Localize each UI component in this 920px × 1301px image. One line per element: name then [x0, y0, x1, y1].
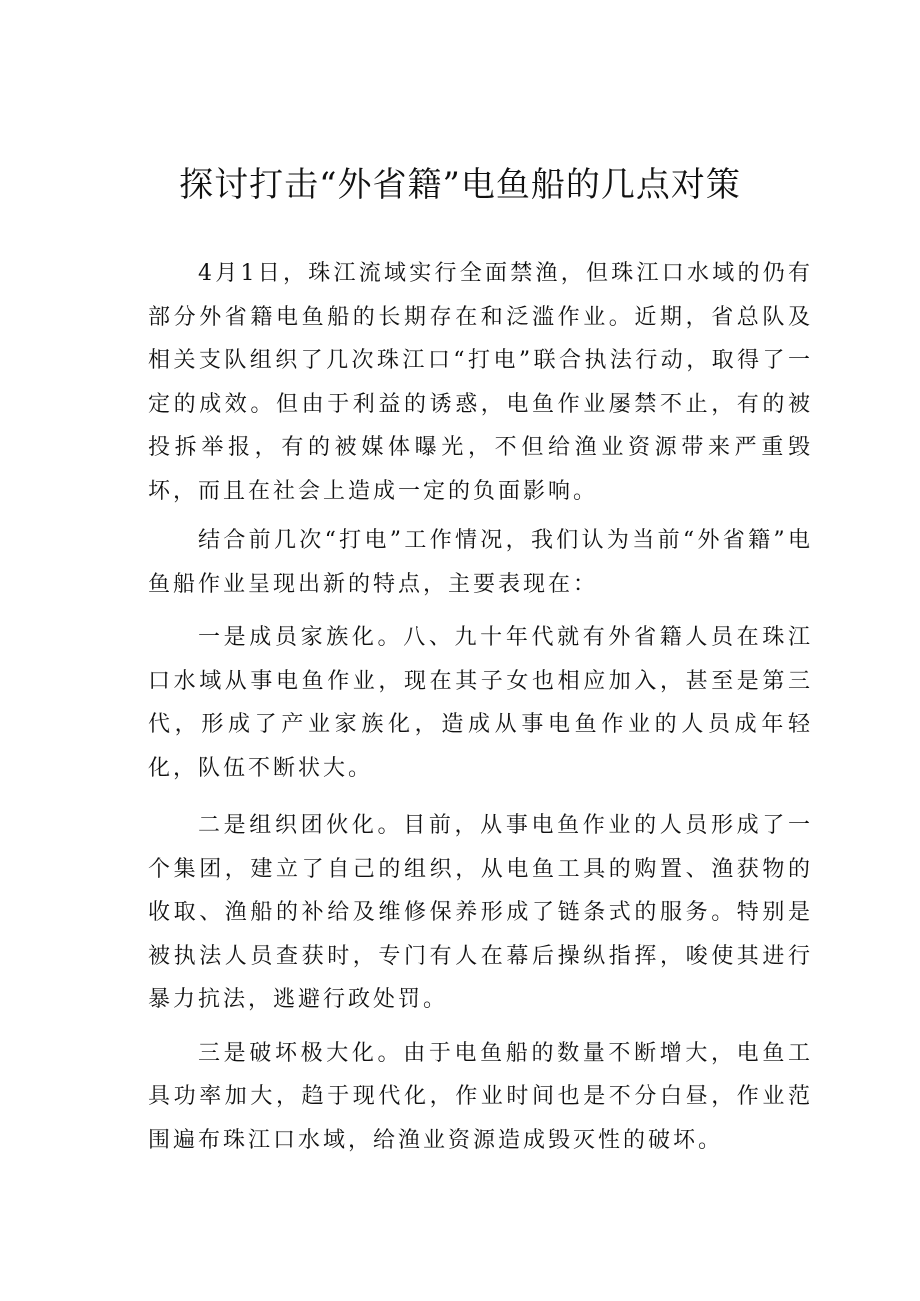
paragraph-family: 一是成员家族化。八、九十年代就有外省籍人员在珠江口水域从事电鱼作业，现在其子女也相应加入，甚至是第三代，形成了产业家族化，造成从事电鱼作业的人员成年轻化，队伍不断状大。 — [148, 625, 813, 781]
document-title: 探讨打击“外省籍”电鱼船的几点对策 — [179, 165, 741, 205]
paragraph-intro: 4月1日，珠江流域实行全面禁渔，但珠江口水域的仍有部分外省籍电鱼船的长期存在和泛滥作业。近期，省总队及相关支队组织了几次珠江口“打电”联合执法行动，取得了一定的成效。但由于利益的诱惑，电鱼作业屡禁不止，有的被投拆举报，有的被媒体曝光，不但给渔业资源带来严重毁坏，而且在社会上造成一定的负面影响。 — [148, 261, 813, 504]
paragraph-destruction: 三是破坏极大化。由于电鱼船的数量不断增大，电鱼工具功率加大，趋于现代化，作业时间也是不分白昼，作业范围遍布珠江口水域，给渔业资源造成毁灭性的破坏。 — [148, 1040, 813, 1153]
document-body — [148, 252, 813, 1168]
paragraph-gang: 二是组织团伙化。目前，从事电鱼作业的人员形成了一个集团，建立了自己的组织，从电鱼工具的购置、渔获物的收取、渔船的补给及维修保养形成了链条式的服务。特别是被执法人员查获时，专门有人在幕后操纵指挥，唆使其进行暴力抗法，逃避行政处罚。 — [148, 813, 813, 1012]
paragraph-features-intro: 结合前几次“打电”工作情况，我们认为当前“外省籍”电鱼船作业呈现出新的特点，主要表现在： — [148, 528, 813, 597]
